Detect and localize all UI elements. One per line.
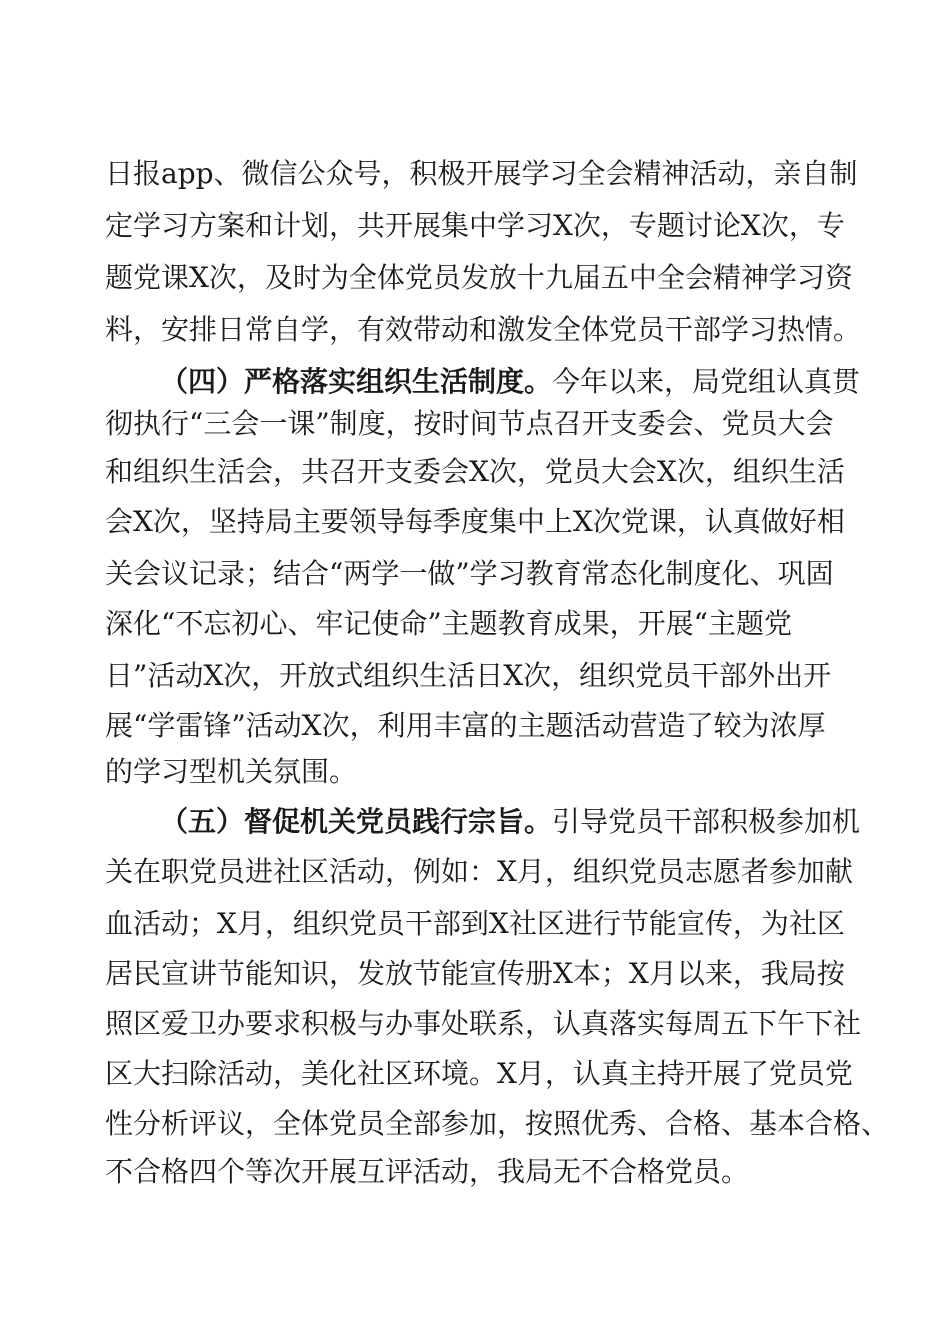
text-line: 题党课X次，及时为全体党员发放十九届五中全会精神学习资 — [105, 261, 853, 294]
text-line: 关在职党员进社区活动，例如：X月，组织党员志愿者参加献 — [105, 855, 853, 888]
text-line: 会X次，坚持局主要领导每季度集中上X次党课，认真做好相 — [105, 505, 845, 538]
text-line: 和组织生活会，共召开支委会X次，党员大会X次，组织生活 — [105, 455, 845, 488]
text-line: 血活动；X月，组织党员干部到X社区进行节能宣传，为社区 — [105, 907, 845, 940]
text-line: 不合格四个等次开展互评活动，我局无不合格党员。 — [105, 1155, 750, 1188]
text-line: 料，安排日常自学，有效带动和激发全体党员干部学习热情。 — [105, 313, 862, 346]
section-first-line-text: 今年以来，局党组认真贯 — [552, 365, 861, 398]
text-line: 展“学雷锋”活动X次，利用丰富的主题活动营造了较为浓厚 — [105, 709, 826, 742]
text-line: 性分析评议，全体党员全部参加，按照优秀、合格、基本合格、 — [105, 1107, 890, 1140]
text-line: 深化“不忘初心、牢记使命”主题教育成果，开展“主题党 — [105, 607, 792, 640]
text-line: 关会议记录；结合“两学一做”学习教育常态化制度化、巩固 — [105, 557, 834, 590]
section-first-line-text: 引导党员干部积极参加机 — [552, 805, 861, 838]
section-heading: （五）督促机关党员践行宗旨。 — [160, 805, 553, 838]
text-line: 的学习型机关氛围。 — [105, 755, 358, 788]
text-line: 日报app、微信公众号，积极开展学习全会精神活动，亲自制 — [105, 157, 858, 190]
section-heading: （四）严格落实组织生活制度。 — [160, 365, 553, 398]
text-line: 日”活动X次，开放式组织生活日X次，组织党员干部外出开 — [105, 659, 832, 692]
text-line: 区大扫除活动，美化社区环境。X月，认真主持开展了党员党 — [105, 1057, 853, 1090]
text-line — [160, 796, 861, 848]
text-line: 彻执行“三会一课”制度，按时间节点召开支委会、党员大会 — [105, 407, 834, 440]
text-line: 居民宣讲节能知识，发放节能宣传册X本；X月以来，我局按 — [105, 957, 845, 990]
text-line: 定学习方案和计划，共开展集中学习X次，专题讨论X次，专 — [105, 209, 845, 242]
text-line: 照区爱卫办要求积极与办事处联系，认真落实每周五下午下社 — [105, 1007, 862, 1040]
